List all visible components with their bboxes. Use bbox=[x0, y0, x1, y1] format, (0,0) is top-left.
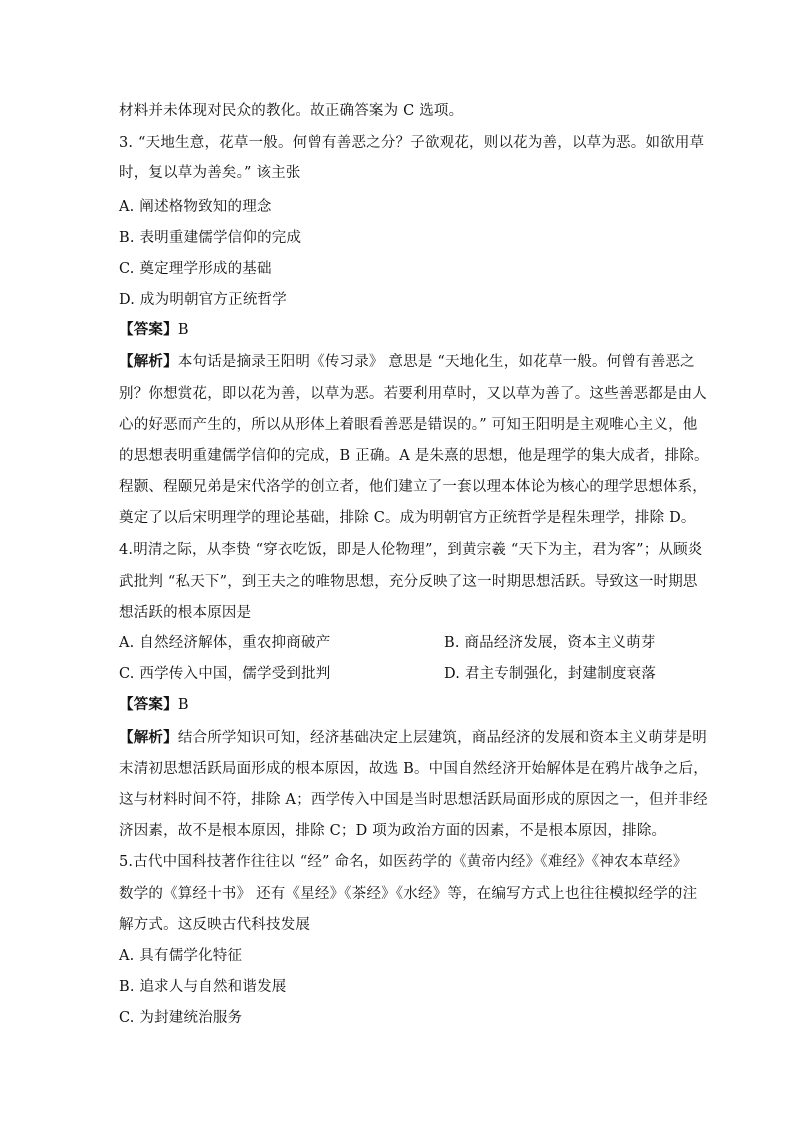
q4-stem-line: 4.明清之际，从李贽 “穿衣吃饭，即是人伦物理”，到黄宗羲 “天下为主，君为客”；从顾炎 bbox=[119, 542, 703, 558]
q3-answer bbox=[119, 320, 189, 340]
q5-option-b: B. 追求人与自然和谐发展 bbox=[119, 979, 287, 995]
q4-option-d: D. 君主专制强化，封建制度衰落 bbox=[444, 666, 657, 682]
answer-tag: 【答案】 bbox=[119, 321, 178, 338]
q4-explanation-line bbox=[119, 728, 707, 748]
q3-explanation-line: 心的好恶而产生的，所以从形体上着眼看善恶是错误的。” 可知王阳明是主观唯心主义，他 bbox=[119, 417, 698, 433]
explanation-text: 本句话是摘录王阳明《传习录》 意思是 “天地化生，如花草一般。何曾有善恶之 bbox=[177, 354, 695, 370]
q3-option-d: D. 成为明朝官方正统哲学 bbox=[119, 292, 287, 308]
q4-explanation-line: 济因素，故不是根本原因，排除 C；D 项为政治方面的因素，不是根本原因，排除。 bbox=[119, 823, 667, 839]
q4-option-b: B. 商品经济发展，资本主义萌芽 bbox=[444, 635, 656, 651]
q4-explanation-line: 这与材料时间不符，排除 A；西学传入中国是当时思想活跃局面形成的原因之一，但并非经 bbox=[119, 792, 708, 808]
q4-answer bbox=[119, 695, 189, 715]
explanation-tag: 【解析】 bbox=[119, 353, 178, 370]
q4-stem-line: 武批判 “私天下”，到王夫之的唯物思想，充分反映了这一时期思想活跃。导致这一时期思 bbox=[119, 574, 698, 590]
q5-stem-line: 5.古代中国科技著作往往以 “经” 命名，如医药学的《黄帝内经》《难经》《神农本草经》 bbox=[119, 854, 688, 870]
q5-stem-line: 解方式。这反映古代科技发展 bbox=[119, 917, 311, 933]
q3-option-c: C. 奠定理学形成的基础 bbox=[119, 261, 272, 277]
explanation-text: 结合所学知识可知，经济基础决定上层建筑，商品经济的发展和资本主义萌芽是明 bbox=[177, 730, 708, 746]
q3-option-b: B. 表明重建儒学信仰的完成 bbox=[119, 230, 302, 246]
q3-explanation-line: 奠定了以后宋明理学的理论基础，排除 C。成为明朝官方正统哲学是程朱理学，排除 D。 bbox=[119, 510, 696, 526]
q4-stem-line: 想活跃的根本原因是 bbox=[119, 605, 252, 621]
answer-tag: 【答案】 bbox=[119, 696, 178, 713]
q5-option-a: A. 具有儒学化特征 bbox=[119, 948, 243, 964]
answer-value: B bbox=[177, 322, 189, 338]
q4-option-a: A. 自然经济解体，重农抑商破产 bbox=[119, 635, 331, 651]
text-line: 材料并未体现对民众的教化。故正确答案为 C 选项。 bbox=[119, 103, 464, 119]
q3-stem-line: 3. “天地生意，花草一般。何曾有善恶之分？子欲观花，则以花为善，以草为恶。如欲用草 bbox=[119, 135, 705, 151]
q5-stem-line: 数学的《算经十书》 还有《星经》《茶经》《水经》等，在编写方式上也往往模拟经学的注 bbox=[119, 886, 698, 902]
answer-value: B bbox=[177, 697, 189, 713]
q4-option-c: C. 西学传入中国，儒学受到批判 bbox=[119, 666, 331, 682]
q3-explanation-line: 别？你想赏花，即以花为善，以草为恶。若要利用草时，又以草为善了。这些善恶都是由人 bbox=[119, 386, 707, 402]
q3-stem-line: 时，复以草为善矣。” 该主张 bbox=[119, 165, 301, 181]
q5-option-c: C. 为封建统治服务 bbox=[119, 1010, 243, 1026]
q3-explanation-line: 程颢、程颐兄弟是宋代洛学的创立者，他们建立了一套以理本体论为核心的理学思想体系， bbox=[119, 479, 707, 495]
q3-option-a: A. 阐述格物致知的理念 bbox=[119, 199, 272, 215]
q3-explanation-line: 的思想表明重建儒学信仰的完成，B 正确。A 是朱熹的思想，他是理学的集大成者，排除。 bbox=[119, 448, 709, 464]
q3-explanation-line bbox=[119, 352, 695, 372]
q4-explanation-line: 末清初思想活跃局面形成的根本原因，故选 B。中国自然经济开始解体是在鸦片战争之后， bbox=[119, 761, 708, 777]
explanation-tag: 【解析】 bbox=[119, 729, 178, 746]
